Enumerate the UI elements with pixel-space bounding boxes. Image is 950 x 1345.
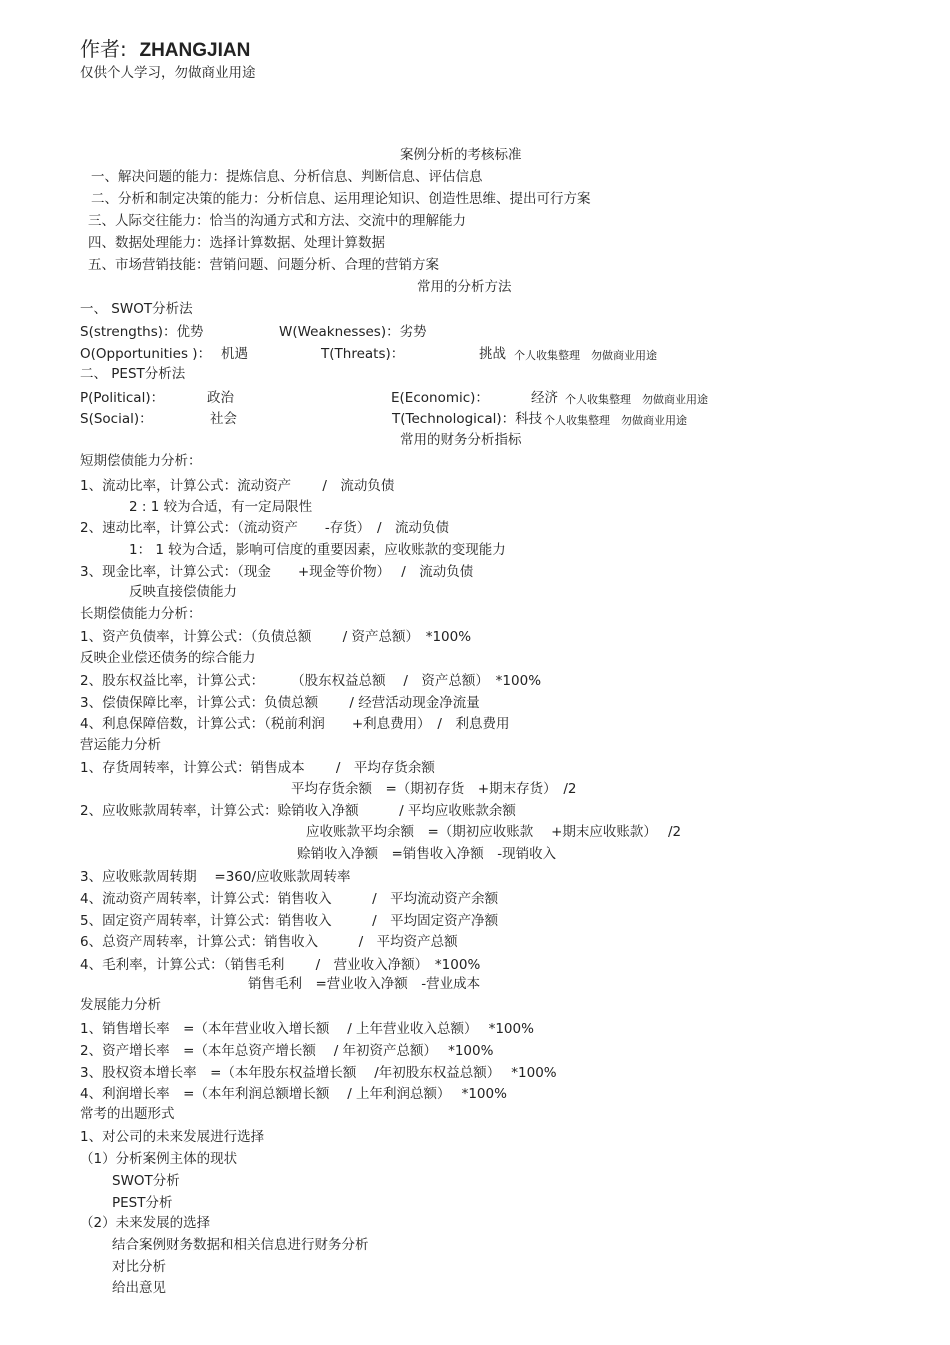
exam-part-1: （1）分析案例主体的现状 xyxy=(80,1151,238,1167)
equity-ratio: 2、股东权益比率，计算公式： （股东权益总额 / 资产总额） *100% xyxy=(80,673,542,689)
exam-part-1-item: SWOT分析 xyxy=(112,1173,180,1189)
interest-coverage: 4、利息保障倍数，计算公式：（税前利润 +利息费用） / 利息费用 xyxy=(80,716,510,732)
pest-social-label: S(Social)： xyxy=(80,411,153,427)
criteria-item-5: 五、市场营销技能：营销问题、问题分析、合理的营销方案 xyxy=(88,257,439,273)
methods-title: 常用的分析方法 xyxy=(417,279,512,295)
pest-economic-label: E(Economic)： xyxy=(391,390,489,406)
exam-heading: 常考的出题形式 xyxy=(80,1106,175,1122)
pest-economic-value: 经济 xyxy=(531,390,558,406)
sales-growth: 1、销售增长率 =（本年营业收入增长额 / 上年营业收入总额） *100% xyxy=(80,1021,534,1037)
criteria-item-2: 二、分析和制定决策的能力：分析信息、运用理论知识、创造性思维、提出可行方案 xyxy=(91,191,591,207)
gross-margin: 4、毛利率，计算公式：（销售毛利 / 营业收入净额） *100% xyxy=(80,957,481,973)
short-term-heading: 短期偿债能力分析： xyxy=(80,453,202,469)
receivables-turnover: 2、应收账款周转率，计算公式：赊销收入净额 / 平均应收账款余额 xyxy=(80,803,516,819)
swot-weaknesses: W(Weaknesses)：劣势 xyxy=(279,324,427,340)
cash-ratio: 3、现金比率，计算公式：（现金 +现金等价物） / 流动负债 xyxy=(80,564,474,580)
finance-title: 常用的财务分析指标 xyxy=(400,432,522,448)
gross-profit: 销售毛利 =营业收入净额 -营业成本 xyxy=(248,976,481,992)
inventory-turnover: 1、存货周转率，计算公式：销售成本 / 平均存货余额 xyxy=(80,760,435,776)
current-assets-turnover: 4、流动资产周转率，计算公式：销售收入 / 平均流动资产余额 xyxy=(80,891,499,907)
total-assets-turnover: 6、总资产周转率，计算公式：销售收入 / 平均资产总额 xyxy=(80,934,458,950)
current-ratio-note: 2 : 1 较为合适，有一定局限性 xyxy=(129,499,313,515)
cash-ratio-note: 反映直接偿债能力 xyxy=(129,584,237,600)
quick-ratio: 2、速动比率，计算公式：（流动资产 -存货） / 流动负债 xyxy=(80,520,450,536)
usage-notice: 仅供个人学习，勿做商业用途 xyxy=(80,65,256,81)
operating-heading: 营运能力分析 xyxy=(80,737,161,753)
criteria-item-3: 三、人际交往能力：恰当的沟通方式和方法、交流中的理解能力 xyxy=(88,213,466,229)
swot-threats-note: 个人收集整理 勿做商业用途 xyxy=(514,349,657,362)
exam-part-2-item: 对比分析 xyxy=(112,1259,166,1275)
swot-opportunities-label: O(Opportunities )： xyxy=(80,346,212,362)
exam-part-2: （2）未来发展的选择 xyxy=(80,1215,211,1231)
debt-ratio: 1、资产负债率，计算公式：（负债总额 / 资产总额） *100% xyxy=(80,629,472,645)
exam-part-1-item: PEST分析 xyxy=(112,1195,173,1211)
pest-technological-note: 个人收集整理 勿做商业用途 xyxy=(544,414,687,427)
swot-strengths: S(strengths)：优势 xyxy=(80,324,204,340)
debt-coverage-ratio: 3、偿债保障比率，计算公式：负债总额 / 经营活动现金净流量 xyxy=(80,695,480,711)
swot-opportunities-value: 机遇 xyxy=(221,346,248,362)
profit-growth: 4、利润增长率 =（本年利润总额增长额 / 上年利润总额） *100% xyxy=(80,1086,507,1102)
criteria-title: 案例分析的考核标准 xyxy=(400,147,522,163)
quick-ratio-note: 1： 1 较为合适，影响可信度的重要因素，应收账款的变现能力 xyxy=(129,542,506,558)
pest-social-value: 社会 xyxy=(210,411,237,427)
swot-threats-label: T(Threats)： xyxy=(321,346,405,362)
pest-economic-note: 个人收集整理 勿做商业用途 xyxy=(565,393,708,406)
swot-threats-value: 挑战 xyxy=(479,346,506,362)
asset-growth: 2、资产增长率 =（本年总资产增长额 / 年初资产总额） *100% xyxy=(80,1043,494,1059)
receivables-period: 3、应收账款周转期 =360/应收账款周转率 xyxy=(80,869,351,885)
avg-inventory: 平均存货余额 =（期初存货 +期末存货） /2 xyxy=(291,781,577,797)
author-line xyxy=(80,36,250,64)
pest-technological: T(Technological)：科技 xyxy=(392,411,543,427)
exam-part-2-item: 结合案例财务数据和相关信息进行财务分析 xyxy=(112,1237,369,1253)
pest-political-label: P(Political)： xyxy=(80,390,165,406)
swot-heading: 一、 SWOT分析法 xyxy=(80,301,193,317)
exam-part-2-item: 给出意见 xyxy=(112,1280,166,1296)
pest-political-value: 政治 xyxy=(207,390,234,406)
pest-heading: 二、 PEST分析法 xyxy=(80,366,186,382)
author-label: 作者: xyxy=(80,37,127,61)
fixed-assets-turnover: 5、固定资产周转率，计算公式：销售收入 / 平均固定资产净额 xyxy=(80,913,499,929)
growth-heading: 发展能力分析 xyxy=(80,997,161,1013)
exam-question-1: 1、对公司的未来发展进行选择 xyxy=(80,1129,265,1145)
author-name: ZHANGJIAN xyxy=(139,40,251,61)
long-term-heading: 长期偿债能力分析： xyxy=(80,606,202,622)
debt-ratio-note: 反映企业偿还债务的综合能力 xyxy=(80,650,256,666)
equity-growth: 3、股权资本增长率 =（本年股东权益增长额 /年初股东权益总额） *100% xyxy=(80,1065,557,1081)
criteria-item-4: 四、数据处理能力：选择计算数据、处理计算数据 xyxy=(88,235,385,251)
criteria-item-1: 一、解决问题的能力：提炼信息、分析信息、判断信息、评估信息 xyxy=(91,169,483,185)
avg-receivables: 应收账款平均余额 =（期初应收账款 +期末应收账款） /2 xyxy=(306,824,682,840)
current-ratio: 1、流动比率，计算公式：流动资产 / 流动负债 xyxy=(80,478,395,494)
net-credit-sales: 赊销收入净额 =销售收入净额 -现销收入 xyxy=(297,846,557,862)
